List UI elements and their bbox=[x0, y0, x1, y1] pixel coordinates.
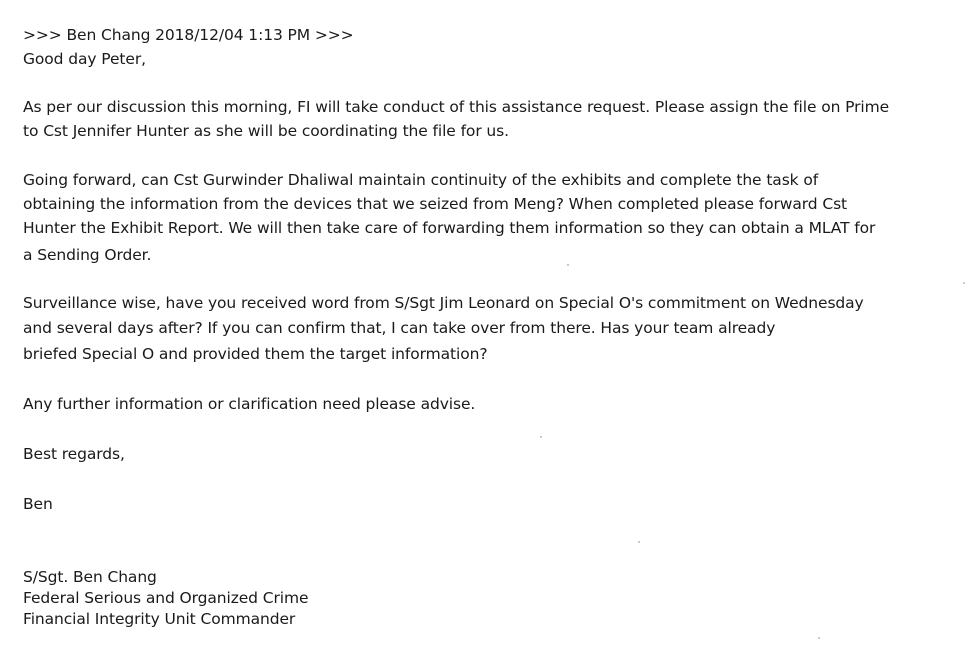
paragraph-4-line-1: Any further information or clarification need please advise. bbox=[23, 395, 476, 413]
scan-speck bbox=[567, 264, 569, 266]
signature-title-name: S/Sgt. Ben Chang bbox=[23, 568, 157, 586]
email-header: >>> Ben Chang 2018/12/04 1:13 PM >>> bbox=[23, 26, 354, 44]
paragraph-2-line-2: obtaining the information from the devices that we seized from Meng? When completed please forward Cst bbox=[23, 195, 848, 213]
paragraph-1-line-2: to Cst Jennifer Hunter as she will be coordinating the file for us. bbox=[23, 122, 509, 140]
paragraph-2-line-3: Hunter the Exhibit Report. We will then take care of forwarding them information so they can obtain a MLAT for bbox=[23, 219, 876, 237]
scan-speck bbox=[818, 637, 820, 639]
closing: Best regards, bbox=[23, 445, 125, 463]
greeting: Good day Peter, bbox=[23, 50, 146, 68]
signature-role: Financial Integrity Unit Commander bbox=[23, 610, 296, 628]
paragraph-3-line-2: and several days after? If you can confirm that, I can take over from there. Has your team already bbox=[23, 319, 776, 337]
scan-speck bbox=[963, 282, 965, 284]
paragraph-3-line-1: Surveillance wise, have you received word from S/Sgt Jim Leonard on Special O's commitment on Wednesday bbox=[23, 294, 864, 312]
paragraph-2-line-4: a Sending Order. bbox=[23, 246, 152, 264]
sign-name: Ben bbox=[23, 495, 53, 513]
scan-speck bbox=[638, 541, 640, 543]
signature-unit: Federal Serious and Organized Crime bbox=[23, 589, 309, 607]
paragraph-2-line-1: Going forward, can Cst Gurwinder Dhaliwal maintain continuity of the exhibits and complete the task of bbox=[23, 171, 819, 189]
paragraph-3-line-3: briefed Special O and provided them the target information? bbox=[23, 345, 488, 363]
scan-speck bbox=[540, 436, 542, 438]
paragraph-1-line-1: As per our discussion this morning, FI will take conduct of this assistance request. Please assign the file on Prime bbox=[23, 98, 890, 116]
